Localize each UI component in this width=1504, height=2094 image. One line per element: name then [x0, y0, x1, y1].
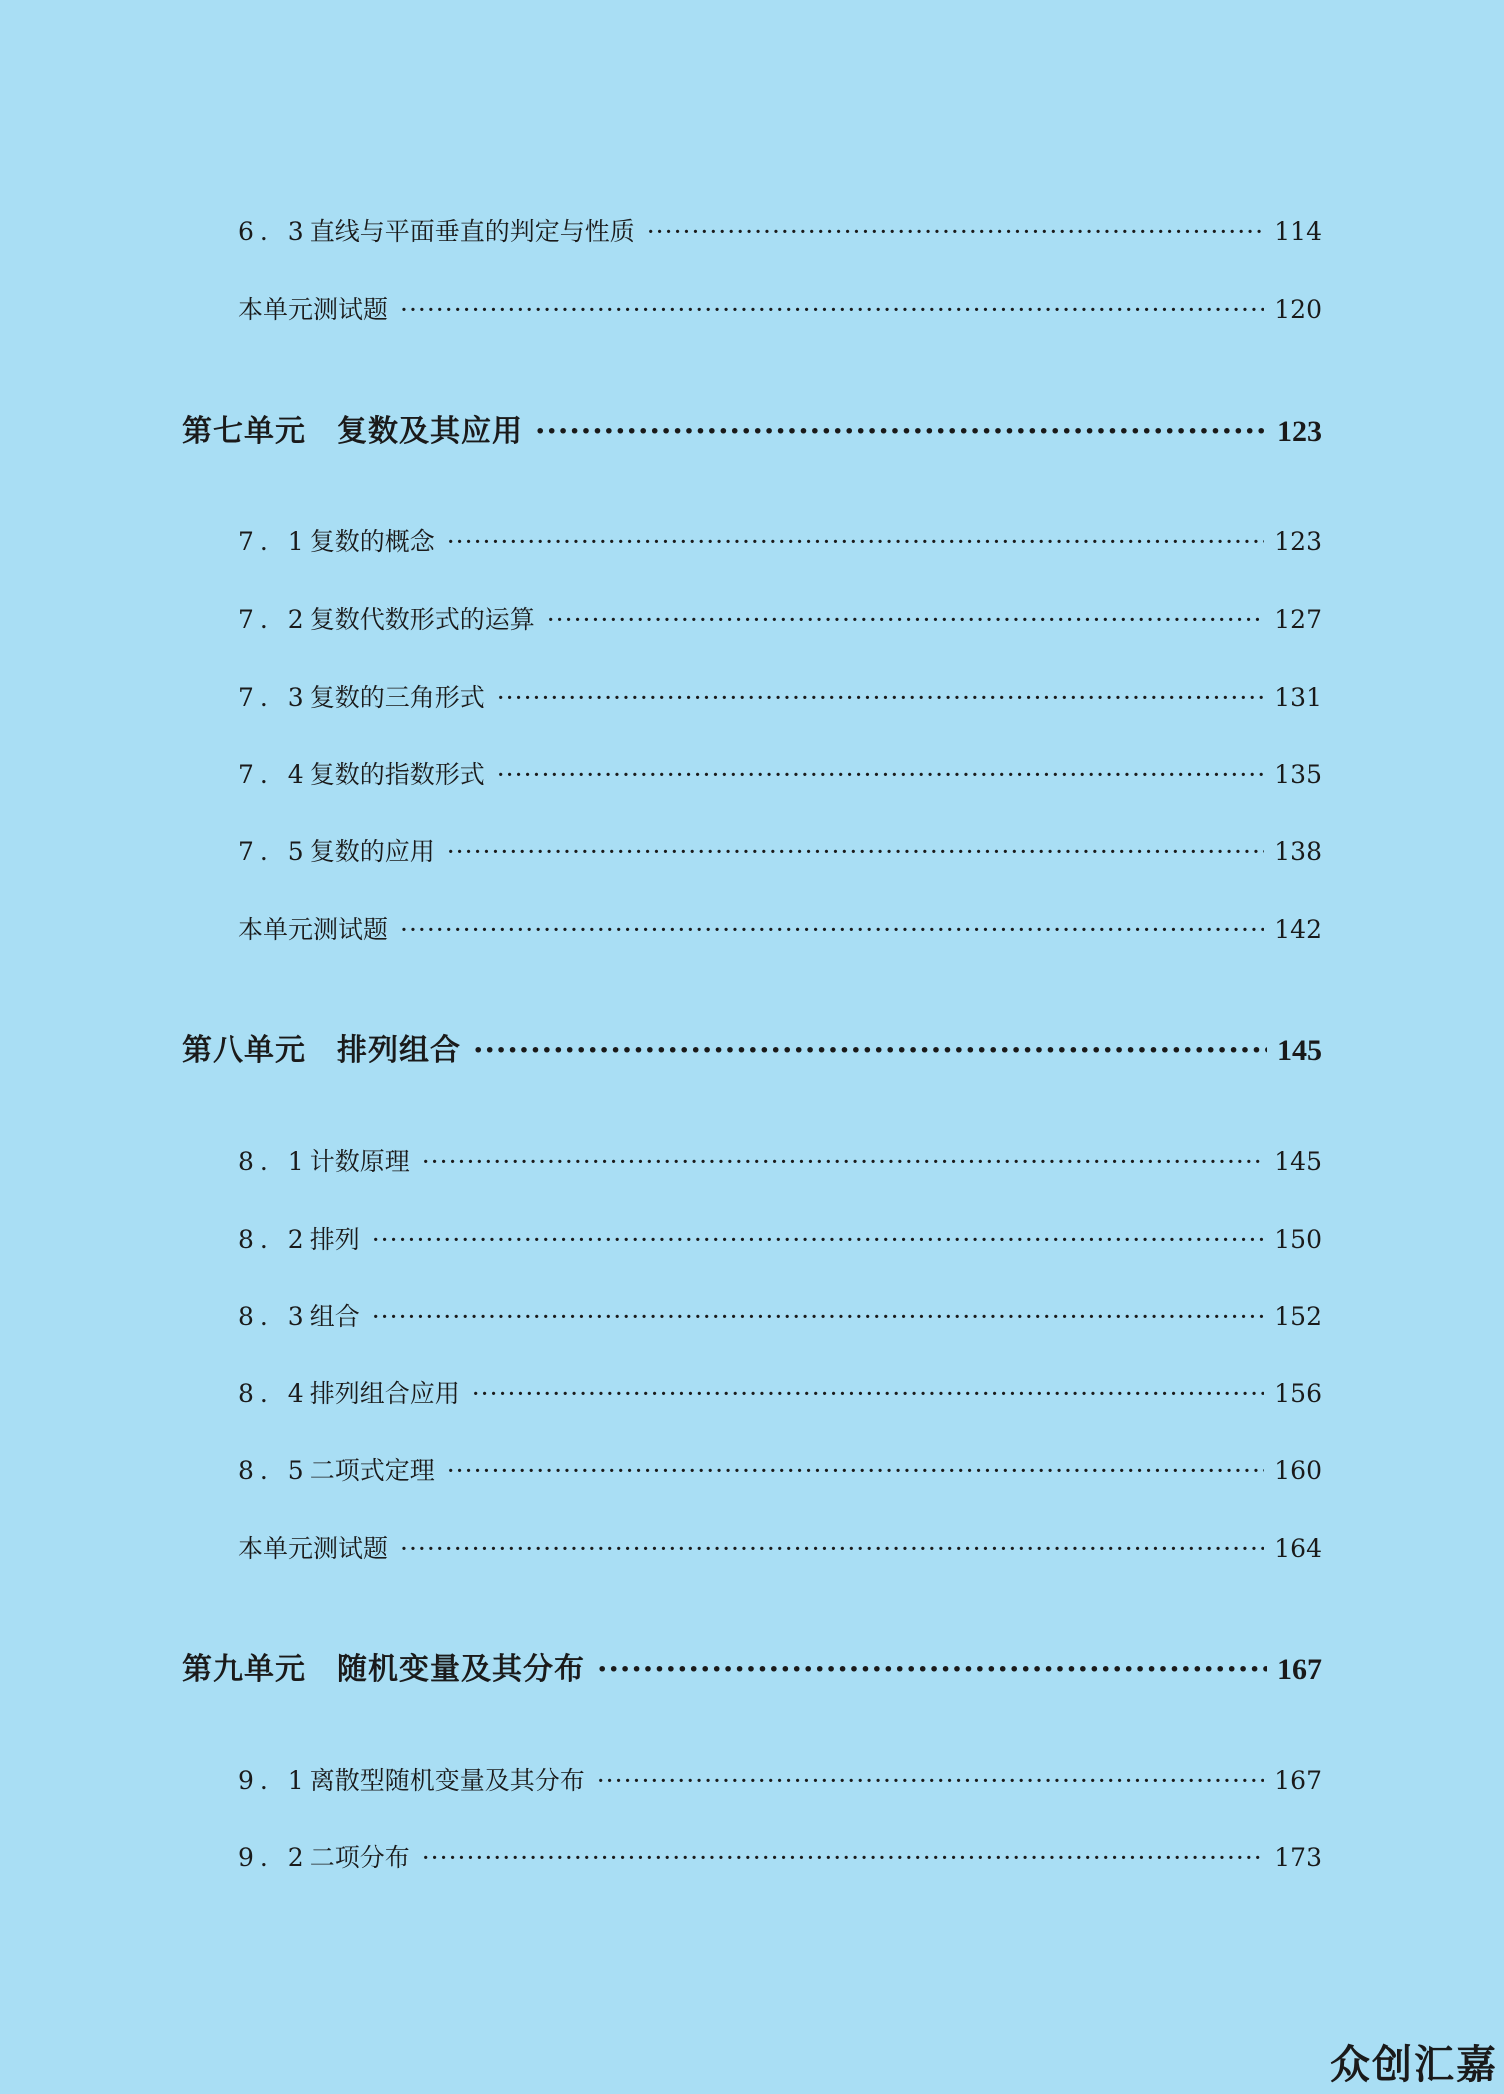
dot-leader	[473, 1033, 1267, 1068]
toc-entry-title: 排列	[309, 1225, 360, 1254]
toc-unit-title: 第七单元 复数及其应用	[182, 414, 523, 449]
dot-leader	[400, 295, 1264, 324]
watermark-logo: 众创汇嘉	[1330, 2042, 1498, 2088]
toc-entry-row[interactable]	[238, 755, 1322, 791]
toc-entry-title: 本单元测试题	[238, 1534, 389, 1563]
toc-page-number: 150	[1274, 1225, 1322, 1254]
toc-entry-title: 复数的指数形式	[309, 760, 485, 789]
dot-leader	[497, 760, 1265, 789]
toc-entry-row[interactable]	[238, 832, 1322, 868]
dot-leader	[422, 1843, 1265, 1872]
toc-page-number: 145	[1277, 1034, 1322, 1067]
toc-entry-row[interactable]	[238, 678, 1322, 714]
toc-page-number: 156	[1274, 1379, 1322, 1408]
toc-page-number: 138	[1274, 837, 1322, 866]
toc-entry-title: 组合	[309, 1302, 360, 1331]
toc-entry-number: 8. 4	[238, 1379, 310, 1408]
toc-entry-row[interactable]	[238, 1529, 1322, 1565]
toc-entry-number: 7. 4	[238, 760, 310, 789]
toc-page-number: 123	[1274, 527, 1322, 556]
dot-leader	[472, 1379, 1265, 1408]
dot-leader	[597, 1652, 1267, 1687]
toc-entry-title: 本单元测试题	[238, 295, 389, 324]
toc-page-number: 173	[1274, 1843, 1322, 1872]
toc-entry-row[interactable]	[238, 1220, 1322, 1256]
toc-page-number: 167	[1274, 1766, 1322, 1795]
dot-leader	[400, 1534, 1264, 1563]
toc-entry-row[interactable]	[238, 1374, 1322, 1410]
toc-page-number: 142	[1274, 915, 1322, 944]
toc-entry-number: 7. 1	[238, 527, 310, 556]
dot-leader	[422, 1147, 1265, 1176]
toc-entry-row[interactable]	[238, 212, 1322, 248]
toc-entry-title: 复数的概念	[309, 527, 435, 556]
toc-entry-title: 复数的三角形式	[309, 683, 485, 712]
toc-page-number: 160	[1274, 1456, 1322, 1485]
toc-entry-title: 复数的应用	[309, 837, 435, 866]
toc-entry-title: 二项分布	[309, 1843, 410, 1872]
toc-entry-row[interactable]	[238, 1838, 1322, 1874]
toc-page-number: 164	[1274, 1534, 1322, 1563]
dot-leader	[447, 1456, 1265, 1485]
toc-page-number: 131	[1274, 683, 1322, 712]
toc-entry-title: 排列组合应用	[309, 1379, 460, 1408]
toc-entry-row[interactable]	[238, 1142, 1322, 1178]
toc-entry-row[interactable]	[238, 290, 1322, 326]
toc-entry-row[interactable]	[238, 1297, 1322, 1333]
toc-entry-number: 8. 5	[238, 1456, 310, 1485]
toc-unit-row[interactable]	[182, 1025, 1322, 1069]
dot-leader	[535, 414, 1267, 449]
toc-unit-title: 第九单元 随机变量及其分布	[182, 1652, 585, 1687]
toc-entry-number: 8. 1	[238, 1147, 310, 1176]
toc-entry-number: 9. 1	[238, 1766, 310, 1795]
toc-entry-number: 7. 2	[238, 605, 310, 634]
toc-entry-number: 9. 2	[238, 1843, 310, 1872]
dot-leader	[400, 915, 1264, 944]
toc-page-number: 123	[1277, 415, 1322, 448]
toc-entry-number: 7. 5	[238, 837, 310, 866]
dot-leader	[547, 605, 1265, 634]
dot-leader	[497, 683, 1265, 712]
toc-entry-number: 6. 3	[238, 217, 310, 246]
toc-entry-title: 二项式定理	[309, 1456, 435, 1485]
toc-entry-row[interactable]	[238, 1451, 1322, 1487]
dot-leader	[447, 837, 1265, 866]
toc-entry-title: 计数原理	[309, 1147, 410, 1176]
toc-page-number: 145	[1274, 1147, 1322, 1176]
toc-entry-title: 直线与平面垂直的判定与性质	[309, 217, 635, 246]
toc-entry-title: 本单元测试题	[238, 915, 389, 944]
dot-leader	[647, 217, 1265, 246]
dot-leader	[372, 1225, 1265, 1254]
toc-entry-row[interactable]	[238, 600, 1322, 636]
toc-entry-number: 8. 3	[238, 1302, 310, 1331]
dot-leader	[597, 1766, 1265, 1795]
toc-entry-title: 离散型随机变量及其分布	[309, 1766, 585, 1795]
toc-entry-row[interactable]	[238, 1761, 1322, 1797]
toc-unit-title: 第八单元 排列组合	[182, 1033, 461, 1068]
toc-page-number: 152	[1274, 1302, 1322, 1331]
toc-entry-title: 复数代数形式的运算	[309, 605, 535, 634]
toc-page-number: 167	[1277, 1653, 1322, 1686]
dot-leader	[447, 527, 1265, 556]
toc-entry-number: 7. 3	[238, 683, 310, 712]
toc-entry-row[interactable]	[238, 522, 1322, 558]
toc-entry-number: 8. 2	[238, 1225, 310, 1254]
toc-page-number: 114	[1274, 217, 1322, 246]
toc-entry-row[interactable]	[238, 910, 1322, 946]
toc-page-number: 135	[1274, 760, 1322, 789]
toc-unit-row[interactable]	[182, 1644, 1322, 1688]
toc-unit-row[interactable]	[182, 406, 1322, 450]
toc-page-number: 127	[1274, 605, 1322, 634]
dot-leader	[372, 1302, 1265, 1331]
toc-page-number: 120	[1274, 295, 1322, 324]
